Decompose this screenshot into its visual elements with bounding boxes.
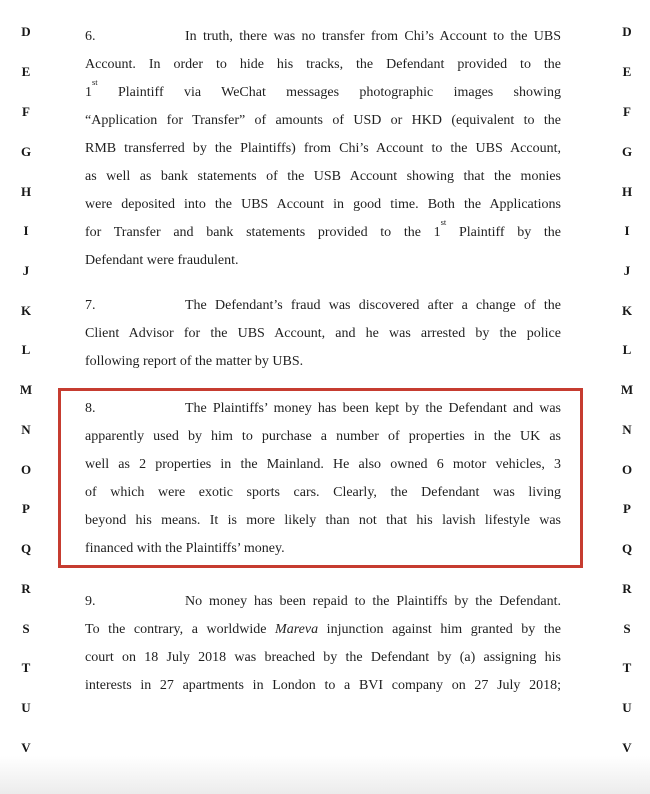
margin-letter: G: [621, 144, 633, 159]
margin-letter: N: [21, 422, 31, 437]
margin-letter: E: [622, 64, 632, 79]
margin-letter: K: [20, 303, 32, 318]
margin-letter: J: [22, 263, 30, 278]
margin-letter: Q: [621, 541, 633, 556]
text-line: financed with the Plaintiffs’ money.: [85, 541, 285, 556]
paragraph-number: 6.: [85, 29, 96, 44]
text-line: for Transfer and bank statements provided to the 1st Plaintiff by the: [85, 217, 562, 240]
text-line-content: No money has been repaid to the Plaintiffs by the Defendant.: [185, 594, 561, 609]
margin-letter: H: [621, 184, 633, 199]
margin-letter: R: [622, 581, 632, 596]
text-line-content: The Defendant’s fraud was discovered after a change of the: [185, 298, 561, 313]
page-bottom-band: [0, 756, 650, 794]
margin-letter: P: [22, 501, 30, 516]
margin-letter: K: [621, 303, 633, 318]
margin-letter: V: [622, 740, 632, 755]
text-line: as well as bank statements of the USB Account showing that the monies: [85, 169, 561, 184]
paragraph-6: [85, 23, 561, 275]
left-margin: [14, 0, 38, 794]
text-line: court on 18 July 2018 was breached by the Defendant by (a) assigning his: [85, 650, 561, 665]
text-line: [85, 292, 561, 320]
text-line: 1st Plaintiff via WeChat messages photographic images showing: [85, 77, 561, 100]
margin-letter: O: [20, 462, 32, 477]
paragraph-7: [85, 292, 561, 376]
margin-letter: U: [622, 700, 632, 715]
text-line: interests in 27 apartments in London to a BVI company on 27 July 2018;: [85, 678, 561, 693]
margin-letter: N: [622, 422, 632, 437]
paragraph-number: 8.: [85, 401, 96, 416]
text-line-content: The Plaintiffs’ money has been kept by the Defendant and was: [185, 401, 561, 416]
text-line: Defendant were fraudulent.: [85, 253, 239, 268]
text-line: of which were exotic sports cars. Clearly, the Defendant was living: [85, 485, 561, 500]
margin-letter: F: [22, 104, 30, 119]
margin-letter: T: [622, 660, 632, 675]
margin-letter: V: [21, 740, 31, 755]
margin-letter: I: [23, 223, 29, 238]
margin-letter: F: [623, 104, 631, 119]
text-line: To the contrary, a worldwide Mareva injunction against him granted by the: [85, 622, 562, 637]
text-line: well as 2 properties in the Mainland. He also owned 6 motor vehicles, 3: [85, 457, 561, 472]
text-line: were deposited into the UBS Account in good time. Both the Applications: [85, 197, 561, 212]
margin-letter: G: [20, 144, 32, 159]
text-line: beyond his means. It is more likely than not that his lavish lifestyle was: [85, 513, 561, 528]
margin-letter: M: [620, 382, 634, 397]
margin-letter: H: [20, 184, 32, 199]
margin-letter: R: [21, 581, 31, 596]
margin-letter: U: [21, 700, 31, 715]
text-line: [85, 588, 561, 616]
margin-letter: L: [21, 342, 31, 357]
margin-letter: I: [624, 223, 630, 238]
paragraph-9: [85, 588, 561, 700]
margin-letter: D: [21, 24, 31, 39]
paragraph-8: [85, 395, 561, 563]
margin-letter: D: [622, 24, 632, 39]
right-margin: [615, 0, 639, 794]
margin-letter: S: [22, 621, 30, 636]
text-line: [85, 23, 561, 51]
margin-letter: T: [21, 660, 31, 675]
text-line-content: In truth, there was no transfer from Chi’s Account to the UBS: [185, 29, 561, 44]
margin-letter: E: [21, 64, 31, 79]
text-line: Client Advisor for the UBS Account, and he was arrested by the police: [85, 326, 561, 341]
paragraph-number: 9.: [85, 594, 96, 609]
text-line: apparently used by him to purchase a number of properties in the UK as: [85, 429, 561, 444]
text-line: Account. In order to hide his tracks, the Defendant provided to the: [85, 57, 561, 72]
margin-letter: S: [623, 621, 631, 636]
margin-letter: M: [19, 382, 33, 397]
text-line: following report of the matter by UBS.: [85, 354, 304, 369]
margin-letter: L: [622, 342, 632, 357]
text-line: “Application for Transfer” of amounts of USD or HKD (equivalent to the: [85, 113, 561, 128]
margin-letter: O: [621, 462, 633, 477]
margin-letter: P: [623, 501, 631, 516]
margin-letter: Q: [20, 541, 32, 556]
text-line: [85, 395, 561, 423]
margin-letter: J: [623, 263, 631, 278]
paragraph-number: 7.: [85, 298, 96, 313]
text-line: RMB transferred by the Plaintiffs) from Chi’s Account to the UBS Account,: [85, 141, 561, 156]
